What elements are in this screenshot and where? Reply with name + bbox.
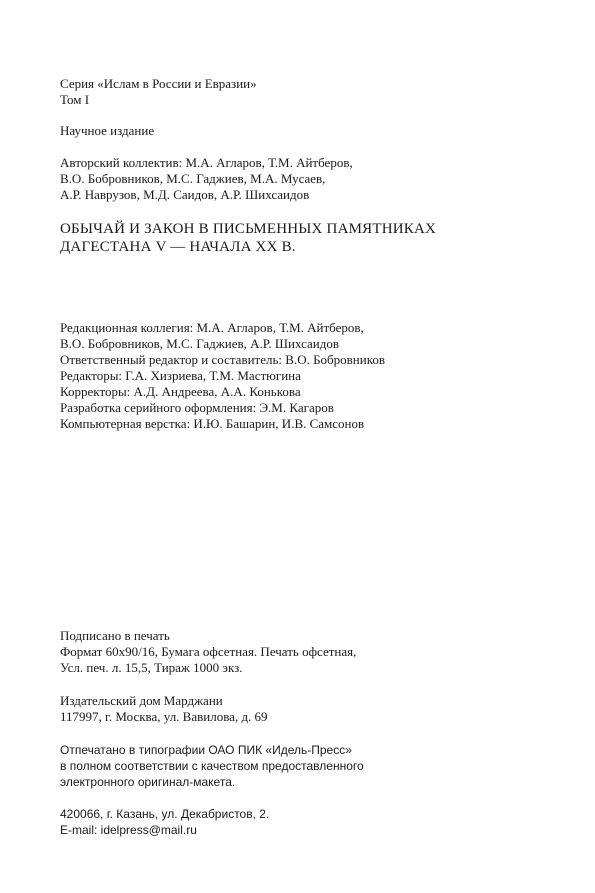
printer-line: электронного оригинал-макета. bbox=[60, 775, 236, 789]
print-info-line: Подписано в печать bbox=[60, 628, 170, 643]
credit-line: Разработка серийного оформления: Э.М. Кагаров bbox=[60, 400, 334, 415]
series-block bbox=[60, 76, 560, 108]
credit-line: Корректоры: А.Д. Андреева, А.А. Конькова bbox=[60, 384, 301, 399]
credit-line: Редакционная коллегия: М.А. Агларов, Т.М. Айтберов, bbox=[60, 320, 364, 335]
printer-contact-block bbox=[60, 806, 560, 838]
publisher-block bbox=[60, 693, 560, 725]
credits-block bbox=[60, 320, 560, 432]
printer-email: E-mail: idelpress@mail.ru bbox=[60, 823, 197, 837]
authors-line: Авторский коллектив: М.А. Агларов, Т.М. Айтберов, bbox=[60, 155, 353, 170]
printer-line: Отпечатано в типографии ОАО ПИК «Идель-Пресс» bbox=[60, 743, 352, 757]
authors-line: А.Р. Наврузов, М.Д. Саидов, А.Р. Шихсаидов bbox=[60, 187, 310, 202]
print-info-line: Формат 60х90/16, Бумага офсетная. Печать офсетная, bbox=[60, 644, 357, 659]
book-title-line: ДАГЕСТАНА V — НАЧАЛА XX В. bbox=[60, 239, 296, 255]
print-info-block bbox=[60, 628, 560, 676]
print-info-line: Усл. печ. л. 15,5, Тираж 1000 экз. bbox=[60, 660, 243, 675]
publisher-name: Издательский дом Марджани bbox=[60, 693, 223, 708]
credit-line: Ответственный редактор и составитель: В.О. Бобровников bbox=[60, 352, 386, 367]
volume-number: Том I bbox=[60, 92, 90, 107]
printer-block bbox=[60, 742, 560, 790]
publisher-address: 117997, г. Москва, ул. Вавилова, д. 69 bbox=[60, 709, 268, 724]
credit-line: Компьютерная верстка: И.Ю. Башарин, И.В. Самсонов bbox=[60, 416, 365, 431]
book-title bbox=[60, 220, 560, 256]
authors-block bbox=[60, 155, 560, 203]
book-title-line: ОБЫЧАЙ И ЗАКОН В ПИСЬМЕННЫХ ПАМЯТНИКАХ bbox=[60, 221, 437, 237]
printer-address: 420066, г. Казань, ул. Декабристов, 2. bbox=[60, 807, 270, 821]
printer-line: в полном соответствии с качеством предоставленного bbox=[60, 759, 364, 773]
credit-line: Редакторы: Г.А. Хизриева, Т.М. Мастюгина bbox=[60, 368, 301, 383]
edition-type-block bbox=[60, 123, 560, 139]
edition-type: Научное издание bbox=[60, 123, 155, 138]
series-name: Серия «Ислам в России и Евразии» bbox=[60, 76, 257, 91]
credit-line: В.О. Бобровников, М.С. Гаджиев, А.Р. Шихсаидов bbox=[60, 336, 339, 351]
authors-line: В.О. Бобровников, М.С. Гаджиев, М.А. Мусаев, bbox=[60, 171, 326, 186]
